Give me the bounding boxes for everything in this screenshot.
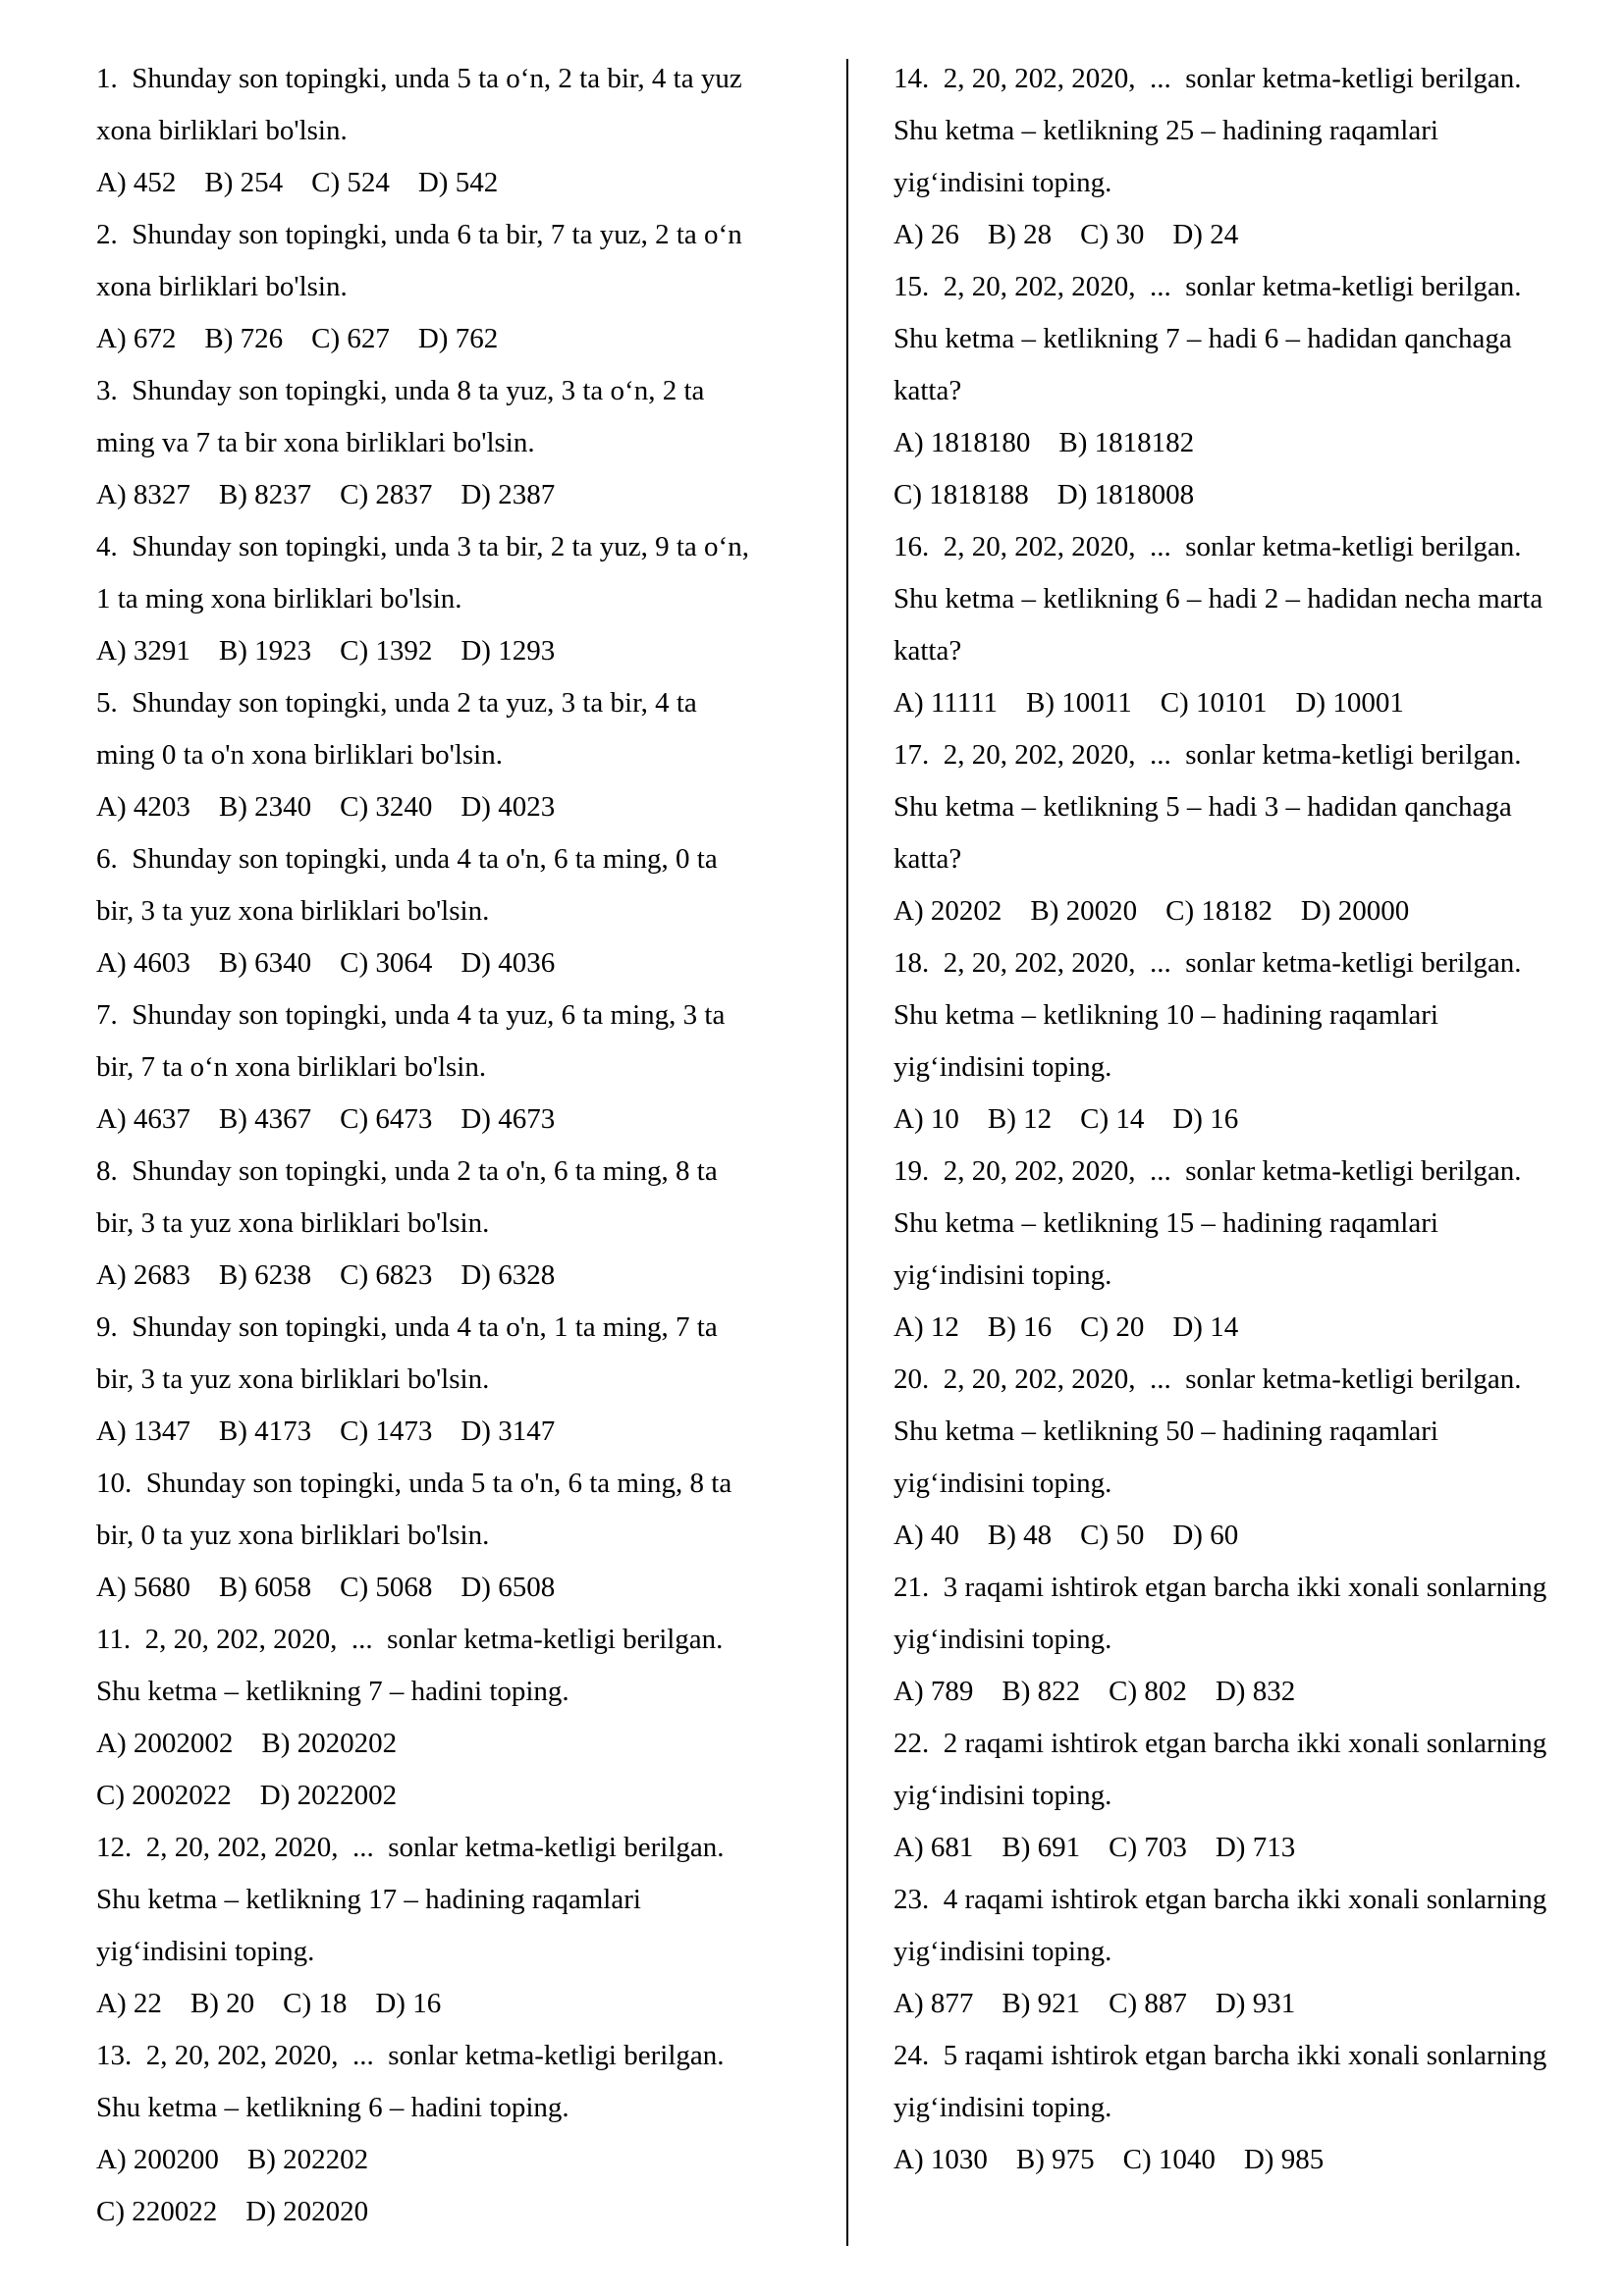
question-text-line: yig‘indisini toping. [893, 1468, 1112, 1499]
answer-options: A) 1818180 B) 1818182 [893, 427, 1195, 458]
question-text-line: 22. 2 raqami ishtirok etgan barcha ikki xonali sonlarning [893, 1728, 1547, 1759]
question-text-line: yig‘indisini toping. [893, 2092, 1112, 2123]
question-text-line: 11. 2, 20, 202, 2020, ... sonlar ketma-ketligi berilgan. [96, 1624, 724, 1655]
answer-options: A) 789 B) 822 C) 802 D) 832 [893, 1676, 1296, 1707]
question-text-line: katta? [893, 843, 962, 875]
answer-options: A) 4603 B) 6340 C) 3064 D) 4036 [96, 947, 556, 979]
question-text-line: xona birliklari bo'lsin. [96, 271, 348, 302]
question-text-line: Shu ketma – ketlikning 10 – hadining raqamlari [893, 999, 1438, 1031]
answer-options: A) 11111 B) 10011 C) 10101 D) 10001 [893, 687, 1404, 719]
answer-options: A) 4203 B) 2340 C) 3240 D) 4023 [96, 791, 556, 823]
answer-options: A) 1347 B) 4173 C) 1473 D) 3147 [96, 1415, 556, 1447]
question-text-line: bir, 0 ta yuz xona birliklari bo'lsin. [96, 1520, 490, 1551]
question-text-line: 7. Shunday son topingki, unda 4 ta yuz, 6 ta ming, 3 ta [96, 999, 726, 1031]
answer-options: C) 220022 D) 202020 [96, 2196, 369, 2227]
answer-options: A) 8327 B) 8237 C) 2837 D) 2387 [96, 479, 556, 510]
question-text-line: 5. Shunday son topingki, unda 2 ta yuz, 3 ta bir, 4 ta [96, 687, 697, 719]
question-text-line: bir, 3 ta yuz xona birliklari bo'lsin. [96, 1363, 490, 1395]
answer-options: A) 672 B) 726 C) 627 D) 762 [96, 323, 499, 354]
question-text-line: 2. Shunday son topingki, unda 6 ta bir, 7 ta yuz, 2 ta o‘n [96, 219, 742, 250]
question-text-line: 1. Shunday son topingki, unda 5 ta o‘n, 2 ta bir, 4 ta yuz [96, 63, 742, 94]
answer-options: A) 2002002 B) 2020202 [96, 1728, 398, 1759]
answer-options: C) 2002022 D) 2022002 [96, 1780, 398, 1811]
question-text-line: 18. 2, 20, 202, 2020, ... sonlar ketma-ketligi berilgan. [893, 947, 1522, 979]
question-text-line: 20. 2, 20, 202, 2020, ... sonlar ketma-ketligi berilgan. [893, 1363, 1522, 1395]
question-text-line: yig‘indisini toping. [893, 167, 1112, 198]
question-text-line: 1 ta ming xona birliklari bo'lsin. [96, 583, 462, 614]
question-text-line: yig‘indisini toping. [893, 1780, 1112, 1811]
question-text-line: 15. 2, 20, 202, 2020, ... sonlar ketma-ketligi berilgan. [893, 271, 1522, 302]
answer-options: A) 452 B) 254 C) 524 D) 542 [96, 167, 499, 198]
question-text-line: xona birliklari bo'lsin. [96, 115, 348, 146]
question-text-line: katta? [893, 375, 962, 406]
answer-options: A) 20202 B) 20020 C) 18182 D) 20000 [893, 895, 1410, 927]
question-text-line: Shu ketma – ketlikning 6 – hadi 2 – hadidan necha marta [893, 583, 1543, 614]
question-text-line: bir, 7 ta o‘n xona birliklari bo'lsin. [96, 1051, 487, 1083]
question-text-line: 10. Shunday son topingki, unda 5 ta o'n, 6 ta ming, 8 ta [96, 1468, 732, 1499]
answer-options: A) 12 B) 16 C) 20 D) 14 [893, 1311, 1239, 1343]
question-text-line: Shu ketma – ketlikning 7 – hadi 6 – hadidan qanchaga [893, 323, 1512, 354]
question-text-line: 16. 2, 20, 202, 2020, ... sonlar ketma-ketligi berilgan. [893, 531, 1522, 562]
question-text-line: 21. 3 raqami ishtirok etgan barcha ikki xonali sonlarning [893, 1572, 1547, 1603]
question-text-line: Shu ketma – ketlikning 5 – hadi 3 – hadidan qanchaga [893, 791, 1512, 823]
answer-options: A) 10 B) 12 C) 14 D) 16 [893, 1103, 1239, 1135]
question-text-line: Shu ketma – ketlikning 25 – hadining raqamlari [893, 115, 1438, 146]
question-text-line: katta? [893, 635, 962, 667]
question-text-line: 13. 2, 20, 202, 2020, ... sonlar ketma-ketligi berilgan. [96, 2040, 725, 2071]
answer-options: A) 40 B) 48 C) 50 D) 60 [893, 1520, 1239, 1551]
question-text-line: Shu ketma – ketlikning 15 – hadining raqamlari [893, 1207, 1438, 1239]
question-text-line: yig‘indisini toping. [893, 1936, 1112, 1967]
answer-options: A) 3291 B) 1923 C) 1392 D) 1293 [96, 635, 556, 667]
answer-options: A) 1030 B) 975 C) 1040 D) 985 [893, 2144, 1325, 2175]
question-text-line: 17. 2, 20, 202, 2020, ... sonlar ketma-ketligi berilgan. [893, 739, 1522, 771]
question-text-line: bir, 3 ta yuz xona birliklari bo'lsin. [96, 1207, 490, 1239]
question-text-line: 6. Shunday son topingki, unda 4 ta o'n, 6 ta ming, 0 ta [96, 843, 718, 875]
question-text-line: Shu ketma – ketlikning 6 – hadini toping. [96, 2092, 569, 2123]
question-text-line: 14. 2, 20, 202, 2020, ... sonlar ketma-ketligi berilgan. [893, 63, 1522, 94]
answer-options: A) 4637 B) 4367 C) 6473 D) 4673 [96, 1103, 556, 1135]
question-text-line: 9. Shunday son topingki, unda 4 ta o'n, 1 ta ming, 7 ta [96, 1311, 718, 1343]
question-text-line: ming 0 ta o'n xona birliklari bo'lsin. [96, 739, 503, 771]
question-text-line: 23. 4 raqami ishtirok etgan barcha ikki xonali sonlarning [893, 1884, 1547, 1915]
answer-options: A) 26 B) 28 C) 30 D) 24 [893, 219, 1239, 250]
answer-options: C) 1818188 D) 1818008 [893, 479, 1195, 510]
answer-options: A) 681 B) 691 C) 703 D) 713 [893, 1832, 1296, 1863]
answer-options: A) 5680 B) 6058 C) 5068 D) 6508 [96, 1572, 556, 1603]
question-text-line: yig‘indisini toping. [893, 1624, 1112, 1655]
left-column [96, 53, 842, 2238]
question-text-line: Shu ketma – ketlikning 50 – hadining raqamlari [893, 1415, 1438, 1447]
question-text-line: Shu ketma – ketlikning 17 – hadining raqamlari [96, 1884, 641, 1915]
question-text-line: yig‘indisini toping. [96, 1936, 315, 1967]
question-text-line: yig‘indisini toping. [893, 1259, 1112, 1291]
answer-options: A) 2683 B) 6238 C) 6823 D) 6328 [96, 1259, 556, 1291]
question-text-line: yig‘indisini toping. [893, 1051, 1112, 1083]
question-text-line: 12. 2, 20, 202, 2020, ... sonlar ketma-ketligi berilgan. [96, 1832, 725, 1863]
question-text-line: 8. Shunday son topingki, unda 2 ta o'n, 6 ta ming, 8 ta [96, 1155, 718, 1187]
question-text-line: 4. Shunday son topingki, unda 3 ta bir, 2 ta yuz, 9 ta o‘n, [96, 531, 749, 562]
question-text-line: bir, 3 ta yuz xona birliklari bo'lsin. [96, 895, 490, 927]
column-divider [846, 59, 848, 2246]
question-text-line: Shu ketma – ketlikning 7 – hadini toping. [96, 1676, 569, 1707]
question-text-line: 3. Shunday son topingki, unda 8 ta yuz, 3 ta o‘n, 2 ta [96, 375, 705, 406]
answer-options: A) 877 B) 921 C) 887 D) 931 [893, 1988, 1296, 2019]
question-text-line: 19. 2, 20, 202, 2020, ... sonlar ketma-ketligi berilgan. [893, 1155, 1522, 1187]
answer-options: A) 22 B) 20 C) 18 D) 16 [96, 1988, 442, 2019]
right-column [893, 53, 1591, 2186]
answer-options: A) 200200 B) 202202 [96, 2144, 369, 2175]
question-text-line: ming va 7 ta bir xona birliklari bo'lsin. [96, 427, 535, 458]
question-text-line: 24. 5 raqami ishtirok etgan barcha ikki xonali sonlarning [893, 2040, 1547, 2071]
